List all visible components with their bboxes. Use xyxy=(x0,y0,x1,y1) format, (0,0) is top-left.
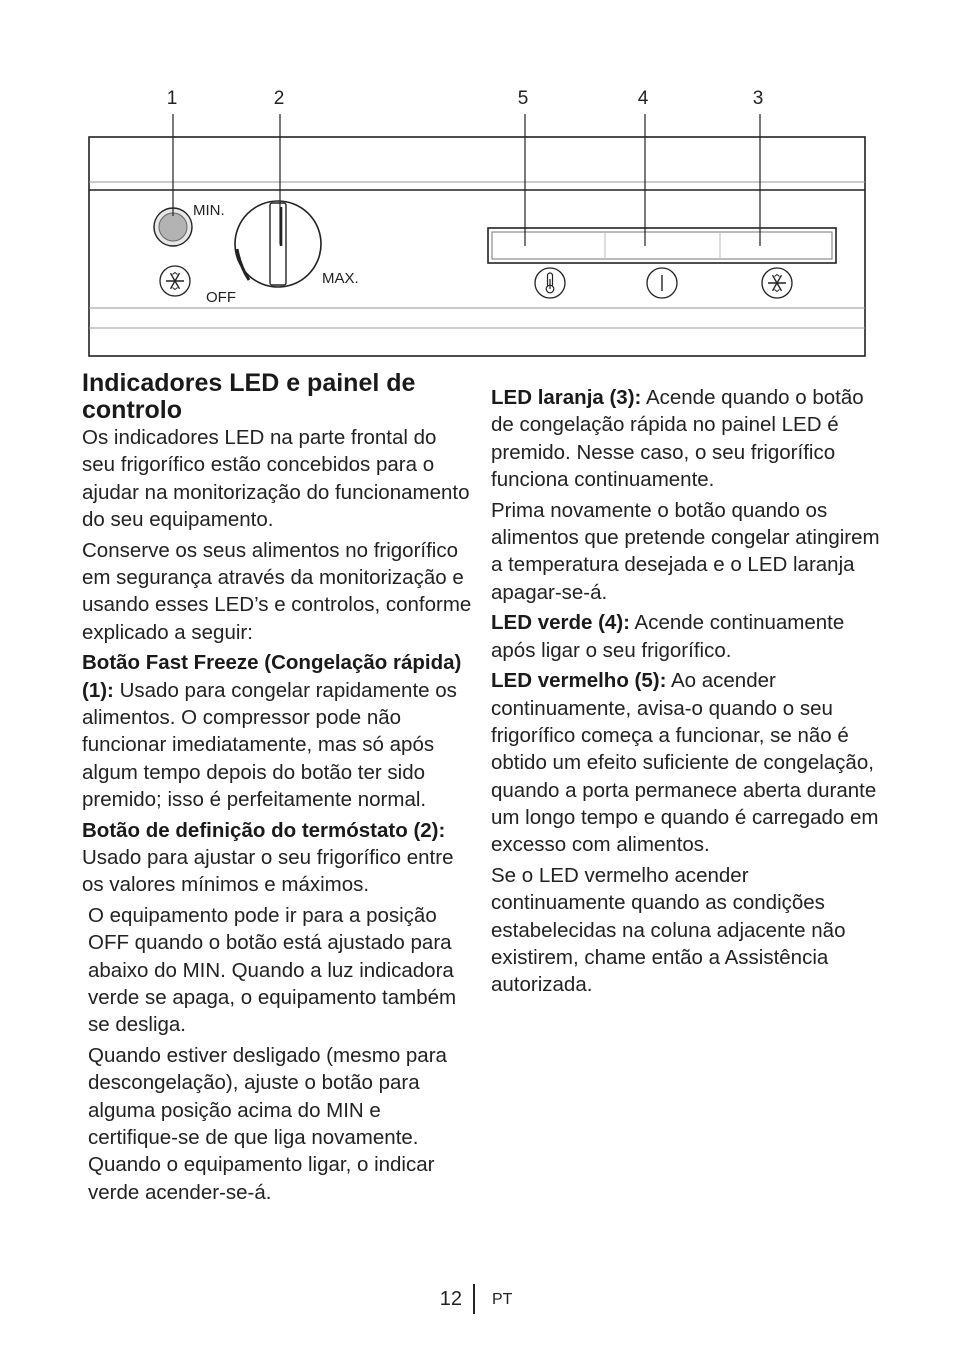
left-column xyxy=(82,370,474,1209)
thermostat-knob xyxy=(235,201,321,287)
green-led-text: Acende continuamente após ligar o seu frigorífico. xyxy=(491,611,845,662)
thermometer-icon xyxy=(535,268,565,298)
section-heading: Indicadores LED e painel de controlo xyxy=(82,369,416,424)
orange-led-text: Acende quando o botão de congelação rápida no painel LED é premido. Nesse caso, o seu frigorífico funciona continuamente. xyxy=(491,386,864,491)
intro-paragraph: Os indicadores LED na parte frontal do seu frigorífico estão concebidos para o ajudar na monitorização do funcionamento do seu equipamento. xyxy=(82,426,470,531)
service-paragraph: Se o LED vermelho acender continuamente quando as condições estabelecidas na coluna adjacente não existirem, chame então a Assistência autorizada. xyxy=(491,864,846,997)
led-display-strip xyxy=(488,228,836,263)
off-position-paragraph: O equipamento pode ir para a posição OFF quando o botão está ajustado para abaixo do MIN. Quando a luz indicadora verde se apaga, o equipamento também se desliga. xyxy=(88,904,457,1037)
page-footer xyxy=(0,1284,954,1316)
fast-freeze-text: Usado para congelar rapidamente os alimentos. O compressor pode não funcionar imediatamente, mas só após algum tempo depois do botão ter sido premido; isso é perfeitamente normal. xyxy=(82,678,457,811)
right-column xyxy=(491,384,883,1002)
orange-led-term: LED laranja (3): xyxy=(491,386,642,409)
monitoring-paragraph: Conserve os seus alimentos no frigorífico em segurança através da monitorização e usando esses LED’s e controlos, conforme explicado a seguir: xyxy=(82,538,472,644)
snowflake-led-icon xyxy=(762,268,792,298)
control-panel-diagram xyxy=(0,0,954,370)
green-led-paragraph xyxy=(491,609,883,664)
red-led-paragraph xyxy=(491,667,883,858)
restart-paragraph: Quando estiver desligado (mesmo para descongelação), ajuste o botão para alguma posição acima do MIN e certifique-se de que liga novamente. Quando o equipamento ligar, o indicar verde acender-se-á. xyxy=(88,1044,447,1204)
thermostat-paragraph xyxy=(82,817,474,899)
callout-1: 1 xyxy=(166,88,178,109)
power-icon xyxy=(647,268,677,298)
red-led-text: Ao acender continuamente, avisa-o quando o seu frigorífico começa a funcionar, se não é obtido um efeito suficiente de congelação, quando a porta permanece aberta durante um longo tempo e quando é carregado em excesso com alimentos. xyxy=(491,669,879,857)
callout-3: 3 xyxy=(752,88,764,109)
thermostat-term: Botão de definição do termóstato (2): xyxy=(82,818,446,842)
red-led-term: LED vermelho (5): xyxy=(491,669,667,693)
callout-2: 2 xyxy=(273,88,285,109)
off-label: OFF xyxy=(206,289,236,306)
green-led-term: LED verde (4): xyxy=(491,611,630,635)
footer-divider xyxy=(473,1284,475,1314)
snowflake-icon xyxy=(160,266,190,296)
orange-led-paragraph xyxy=(491,384,883,493)
callout-5: 5 xyxy=(517,88,529,109)
callout-4: 4 xyxy=(637,88,649,109)
thermostat-text: Usado para ajustar o seu frigorífico entre os valores mínimos e máximos. xyxy=(82,845,454,897)
knob-min-label: MIN. xyxy=(193,202,225,219)
fast-freeze-paragraph xyxy=(82,649,474,813)
language-code: PT xyxy=(492,1291,513,1308)
fast-freeze-term: Botão Fast Freeze (Congelação rápida) (1): xyxy=(82,651,462,702)
page-number: 12 xyxy=(439,1288,462,1310)
press-again-paragraph: Prima novamente o botão quando os alimentos que pretende congelar atingirem a temperatura desejada e o LED laranja apagar-se-á. xyxy=(491,498,880,604)
knob-max-label: MAX. xyxy=(322,270,359,287)
